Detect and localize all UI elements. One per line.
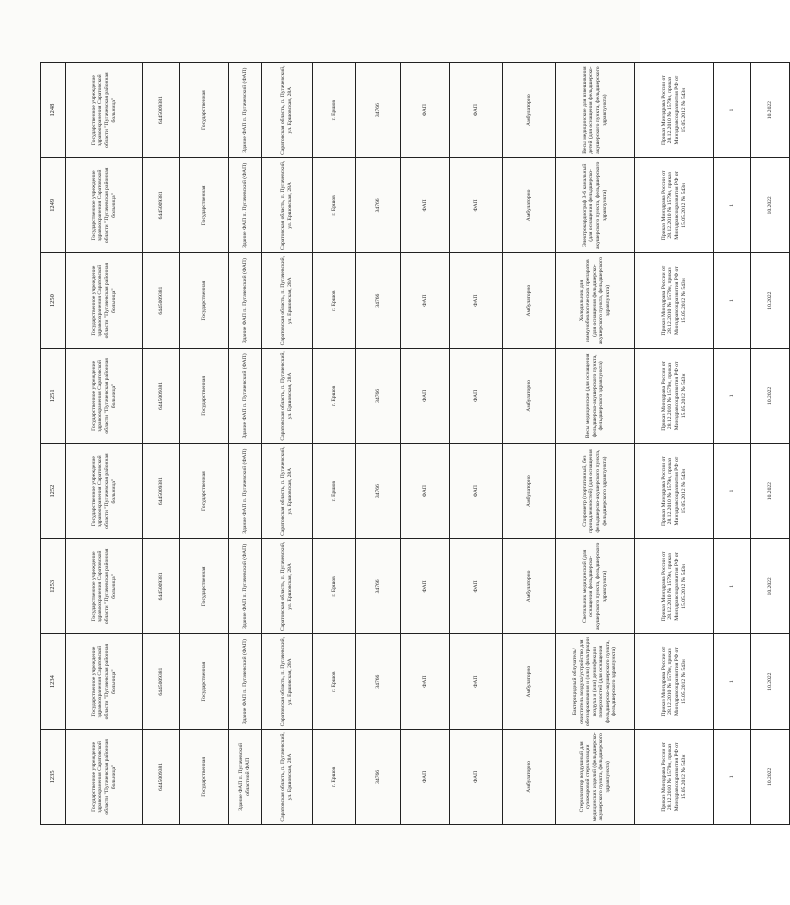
cell-quantity: 1 (714, 539, 751, 634)
cell-date: 10.2022 (751, 729, 790, 824)
cell-id: 1250 (41, 253, 66, 348)
cell-id: 1234 (41, 634, 66, 729)
cell-equipment: Холодильник для иммунобиологических препаратов (для оснащения фельдшерско-акушерского пункта, фельдшерского здравпункта) (556, 253, 635, 348)
cell-building: Здание ФАП п. Пугачевский (ФАП) (229, 158, 262, 253)
cell-date: 10.2022 (751, 539, 790, 634)
cell-postcode: 34766 (356, 539, 401, 634)
cell-date: 10.2022 (751, 63, 790, 158)
row-building (229, 63, 262, 825)
cell-facility-type: ФАП (401, 158, 450, 253)
cell-facility-kind: ФАП (450, 539, 503, 634)
cell-building: Здание ФАП п. Пугачевский (ФАП) (229, 539, 262, 634)
cell-postcode: 34766 (356, 158, 401, 253)
cell-ownership: Государственная (180, 63, 229, 158)
cell-locality: г. Ершов (313, 158, 356, 253)
cell-postcode: 34766 (356, 634, 401, 729)
cell-quantity: 1 (714, 348, 751, 443)
cell-regulation: Приказ Минздрава России от 28.12.2010 № 1579н, приказ Минздравсоцразвития РФ от 15.05.2012 № 543н (635, 634, 714, 729)
cell-regulation: Приказ Минздрава России от 28.12.2010 № 1579н, приказ Минздравсоцразвития РФ от 15.05.2012 № 543н (635, 539, 714, 634)
cell-date: 10.2022 (751, 348, 790, 443)
cell-id: 1249 (41, 158, 66, 253)
cell-equipment: Бактерицидный облучатель/очиститель воздуха/устройство для обеззараживания и (или) фильтрации воздуха и (или) дезинфекции поверхностей (для оснащения фельдшерско-акушерского пункта, фельдшерского здравпункта) (556, 634, 635, 729)
row-ownership (180, 63, 229, 825)
cell-organization: Государственное учреждение здравоохранения Саратовской области "Пугачевская районная больница" (66, 348, 143, 443)
cell-ownership: Государственная (180, 634, 229, 729)
cell-postcode: 34766 (356, 253, 401, 348)
cell-ownership: Государственная (180, 158, 229, 253)
cell-inn: 6445009381 (143, 539, 180, 634)
cell-care-conditions: Амбулаторно (503, 348, 556, 443)
row-record-id (41, 63, 66, 825)
cell-postcode: 34766 (356, 63, 401, 158)
row-organization (66, 63, 143, 825)
cell-regulation: Приказ Минздрава России от 28.12.2010 № 1579н, приказ Минздравсоцразвития РФ от 15.05.2012 № 543н (635, 158, 714, 253)
row-care-conditions (503, 63, 556, 825)
cell-id: 1251 (41, 348, 66, 443)
row-equipment (556, 63, 635, 825)
cell-facility-type: ФАП (401, 253, 450, 348)
cell-address: Саратовская область, п. Пугачевский, ул. Ершовская, 28А (262, 729, 313, 824)
cell-regulation: Приказ Минздрава России от 28.12.2010 № 1579н, приказ Минздравсоцразвития РФ от 15.05.2012 № 543н (635, 348, 714, 443)
cell-postcode: 34766 (356, 444, 401, 539)
cell-locality: г. Ершов (313, 539, 356, 634)
cell-facility-kind: ФАП (450, 158, 503, 253)
cell-address: Саратовская область, п. Пугачевский, ул. Ершовская, 28А (262, 253, 313, 348)
cell-date: 10.2022 (751, 158, 790, 253)
cell-equipment: Электрокардиограф 3-6 канальный (для оснащения фельдшерско-акушерского пункта, фельдшерского здравпункта) (556, 158, 635, 253)
cell-regulation: Приказ Минздрава России от 28.12.2010 № 1579н, приказ Минздравсоцразвития РФ от 15.05.2012 № 543н (635, 729, 714, 824)
cell-facility-type: ФАП (401, 444, 450, 539)
cell-ownership: Государственная (180, 539, 229, 634)
cell-organization: Государственное учреждение здравоохранения Саратовской области "Пугачевская районная больница" (66, 634, 143, 729)
cell-care-conditions: Амбулаторно (503, 158, 556, 253)
cell-facility-type: ФАП (401, 729, 450, 824)
cell-care-conditions: Амбулаторно (503, 729, 556, 824)
cell-building: Здание ФАП п. Пугачевский (ФАП) (229, 634, 262, 729)
cell-ownership: Государственная (180, 729, 229, 824)
cell-organization: Государственное учреждение здравоохранения Саратовской области "Пугачевская районная больница" (66, 539, 143, 634)
cell-date: 10.2022 (751, 253, 790, 348)
equipment-table (40, 62, 790, 825)
cell-inn: 6445009381 (143, 348, 180, 443)
cell-ownership: Государственная (180, 253, 229, 348)
row-address (262, 63, 313, 825)
cell-address: Саратовская область, п. Пугачевский, ул. Ершовская, 28А (262, 539, 313, 634)
cell-organization: Государственное учреждение здравоохранения Саратовской области "Пугачевская районная больница" (66, 158, 143, 253)
cell-facility-kind: ФАП (450, 729, 503, 824)
row-locality (313, 63, 356, 825)
cell-equipment: Светильник медицинский (для оснащения фельдшерско-акушерского пункта, фельдшерского здравпункта) (556, 539, 635, 634)
cell-organization: Государственное учреждение здравоохранения Саратовской области "Пугачевская районная больница" (66, 253, 143, 348)
cell-locality: г. Ершов (313, 729, 356, 824)
cell-id: 1235 (41, 729, 66, 824)
cell-organization: Государственное учреждение здравоохранения Саратовской области "Пугачевская районная больница" (66, 444, 143, 539)
cell-id: 1252 (41, 444, 66, 539)
cell-care-conditions: Амбулаторно (503, 539, 556, 634)
row-facility-kind (450, 63, 503, 825)
cell-organization: Государственное учреждение здравоохранения Саратовской области "Пугачевская районная больница" (66, 63, 143, 158)
cell-quantity: 1 (714, 253, 751, 348)
cell-building: Здание ФАП п. Пугачевский областной ФАП (229, 729, 262, 824)
cell-equipment: Стерилизатор воздушный для сухожаровой стерилизации медицинских изделий (фельдшерско-акушерского пункта, фельдшерского здравпункта) (556, 729, 635, 824)
row-date (751, 63, 790, 825)
cell-ownership: Государственная (180, 444, 229, 539)
cell-date: 10.2022 (751, 444, 790, 539)
cell-facility-kind: ФАП (450, 348, 503, 443)
cell-facility-type: ФАП (401, 539, 450, 634)
cell-address: Саратовская область, п. Пугачевский, ул. Ершовская, 28А (262, 444, 313, 539)
cell-facility-kind: ФАП (450, 444, 503, 539)
row-regulation (635, 63, 714, 825)
cell-facility-type: ФАП (401, 348, 450, 443)
cell-facility-kind: ФАП (450, 63, 503, 158)
cell-care-conditions: Амбулаторно (503, 253, 556, 348)
cell-locality: г. Ершов (313, 253, 356, 348)
cell-facility-type: ФАП (401, 63, 450, 158)
rotated-table-sheet (40, 62, 773, 825)
cell-address: Саратовская область, п. Пугачевский, ул. Ершовская, 28А (262, 348, 313, 443)
row-facility-type (401, 63, 450, 825)
cell-inn: 6445009381 (143, 729, 180, 824)
cell-inn: 6445009381 (143, 63, 180, 158)
row-inn (143, 63, 180, 825)
cell-building: Здание ФАП п. Пугачевский (ФАП) (229, 444, 262, 539)
cell-address: Саратовская область, п. Пугачевский, ул. Ершовская, 28А (262, 634, 313, 729)
cell-care-conditions: Амбулаторно (503, 634, 556, 729)
cell-locality: г. Ершов (313, 63, 356, 158)
row-quantity (714, 63, 751, 825)
cell-regulation: Приказ Минздрава России от 28.12.2010 № 1579н, приказ Минздравсоцразвития РФ от 15.05.2012 № 543н (635, 63, 714, 158)
cell-facility-kind: ФАП (450, 634, 503, 729)
cell-inn: 6445009381 (143, 634, 180, 729)
cell-quantity: 1 (714, 63, 751, 158)
cell-date: 10.2022 (751, 634, 790, 729)
cell-quantity: 1 (714, 634, 751, 729)
cell-address: Саратовская область, п. Пугачевский, ул. Ершовская, 28А (262, 63, 313, 158)
cell-organization: Государственное учреждение здравоохранения Саратовской области "Пугачевская районная больница" (66, 729, 143, 824)
cell-locality: г. Ершов (313, 444, 356, 539)
cell-locality: г. Ершов (313, 348, 356, 443)
cell-equipment: Весы медицинские (для оснащения фельдшерско-акушерского пункта, фельдшерского здравпункта) (556, 348, 635, 443)
cell-equipment: Весы медицинские для взвешивания детей (для оснащения фельдшерско-акушерского пункта, фельдшерского здравпункта) (556, 63, 635, 158)
cell-postcode: 34766 (356, 729, 401, 824)
cell-building: Здание ФАП п. Пугачевский (ФАП) (229, 63, 262, 158)
cell-inn: 6445009381 (143, 253, 180, 348)
cell-ownership: Государственная (180, 348, 229, 443)
cell-inn: 6445009381 (143, 158, 180, 253)
cell-address: Саратовская область, п. Пугачевский, ул. Ершовская, 28А (262, 158, 313, 253)
cell-quantity: 1 (714, 158, 751, 253)
cell-facility-type: ФАП (401, 634, 450, 729)
cell-quantity: 1 (714, 729, 751, 824)
cell-care-conditions: Амбулаторно (503, 444, 556, 539)
cell-postcode: 34766 (356, 348, 401, 443)
cell-equipment: Спирометр (портативный, без принадлежностей) (для оснащения фельдшерско-акушерского пункта, фельдшерского здравпункта) (556, 444, 635, 539)
row-postcode (356, 63, 401, 825)
cell-id: 1253 (41, 539, 66, 634)
cell-inn: 6445009381 (143, 444, 180, 539)
cell-locality: г. Ершов (313, 634, 356, 729)
cell-building: Здание ФАП п. Пугачевский (ФАП) (229, 348, 262, 443)
cell-care-conditions: Амбулаторно (503, 63, 556, 158)
cell-facility-kind: ФАП (450, 253, 503, 348)
cell-regulation: Приказ Минздрава России от 28.12.2010 № 1579н, приказ Минздравсоцразвития РФ от 15.05.2012 № 543н (635, 444, 714, 539)
cell-id: 1248 (41, 63, 66, 158)
cell-quantity: 1 (714, 444, 751, 539)
cell-building: Здание ФАП п. Пугачевский (ФАП) (229, 253, 262, 348)
cell-regulation: Приказ Минздрава России от 28.12.2010 № 1579н, приказ Минздравсоцразвития РФ от 15.05.2012 № 543н (635, 253, 714, 348)
